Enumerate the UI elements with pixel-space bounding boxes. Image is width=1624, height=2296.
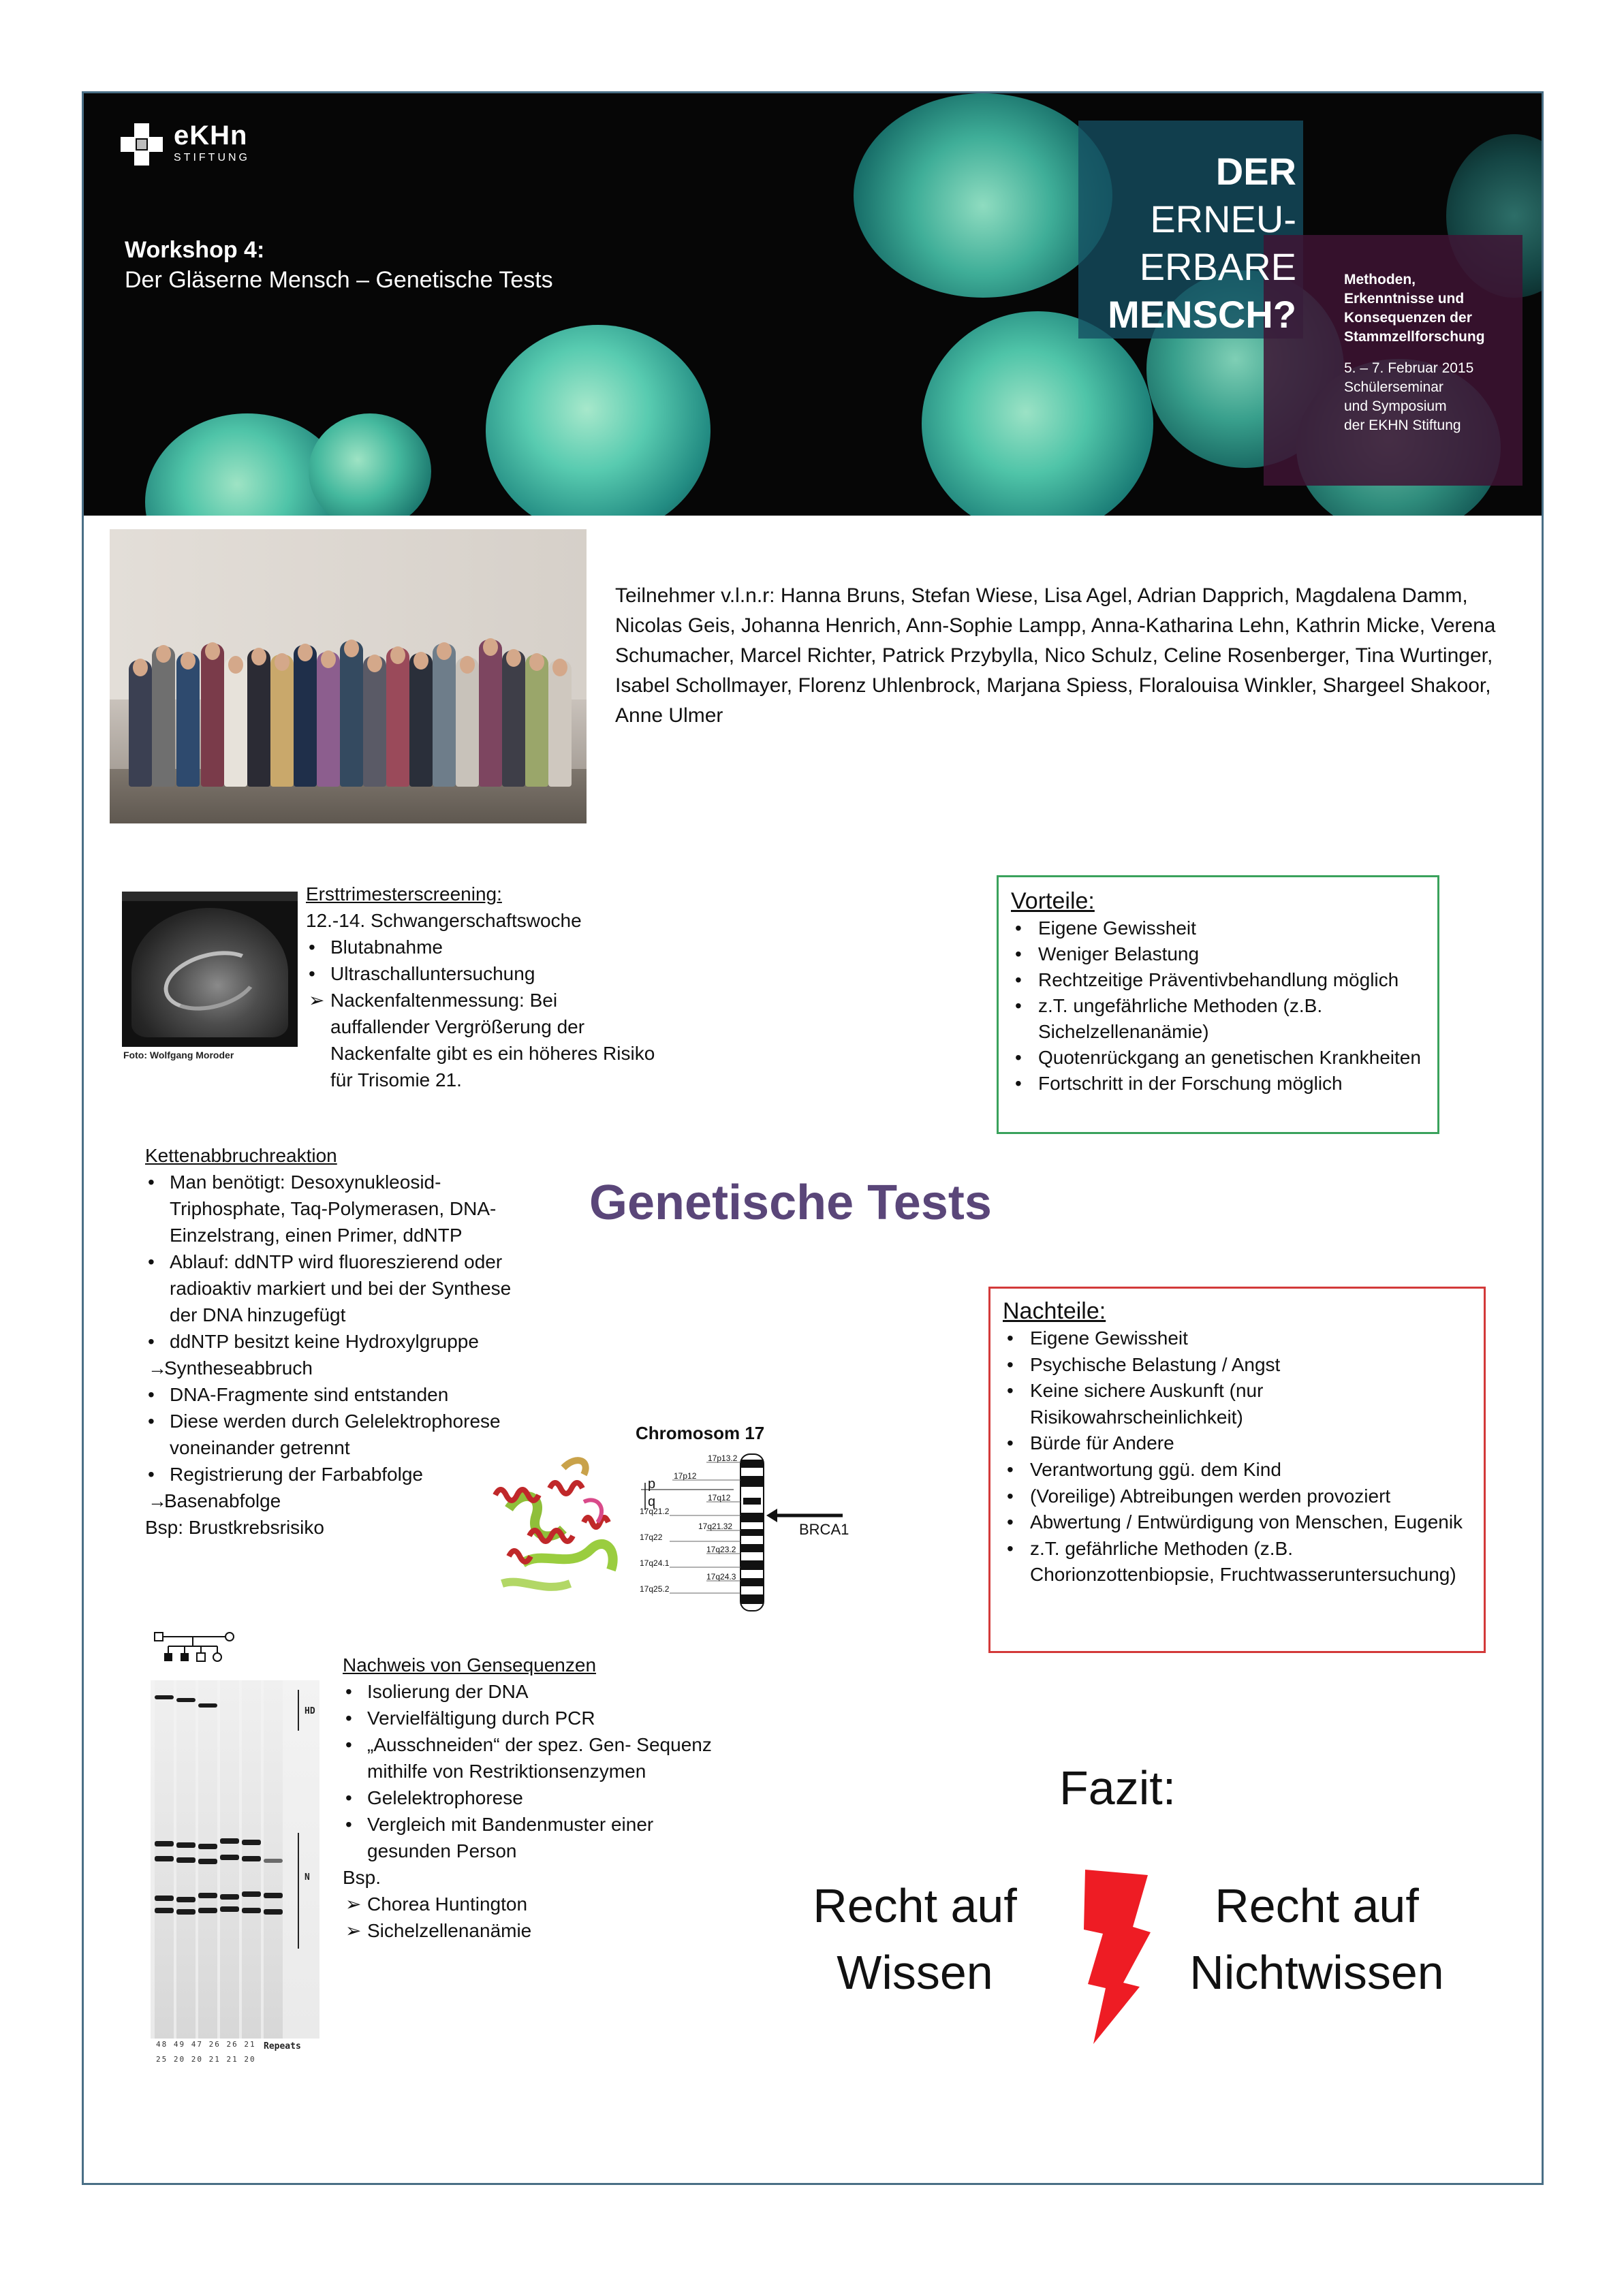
band-label: 17q23.2 [706, 1545, 736, 1554]
event-info: Methoden, Erkenntnisse und Konsequenzen der Stammzellforschung 5. – 7. Februar 2015 Schülerseminar und Symposium der EKHN Stiftung [1344, 272, 1485, 433]
poster [82, 91, 1544, 2185]
list-item: • Quotenrückgang an genetischen Krankheiten [1015, 1047, 1421, 1068]
list-item: • Diese werden durch Gelelektrophorese voneinander getrennt [148, 1411, 501, 1458]
brca1-protein-structure [482, 1447, 638, 1604]
list-item: • z.T. gefährliche Methoden (z.B. Chorionzottenbiopsie, Fruchtwasseruntersuchung) [1007, 1537, 1456, 1586]
band-label: 17q24.1 [640, 1558, 670, 1568]
chromosome-title: Chromosom 17 [636, 1423, 765, 1443]
list-item: Bsp: Brustkrebsrisiko [145, 1517, 324, 1538]
list-item: • Weniger Belastung [1015, 943, 1200, 964]
list-item: • Vergleich mit Bandenmuster einer gesunden Person [345, 1814, 654, 1861]
gel-repeat-row-1: 48 49 47 26 26 21 [156, 2040, 256, 2049]
list-item: ➢ Chorea Huntington [345, 1893, 528, 1915]
list-item: • Blutabnahme [309, 937, 443, 958]
band-label: 17p13.2 [708, 1453, 738, 1463]
ekhn-logo-mark [119, 122, 164, 167]
lightning-bolt-icon [1082, 1867, 1155, 2045]
gel-label-hd: HD [304, 1706, 315, 1716]
list-item: • ddNTP besitzt keine Hydroxylgruppe [148, 1331, 479, 1352]
logo-wordmark: eKHn [174, 121, 248, 151]
disadvantages-box [988, 1287, 1486, 1653]
workshop-title: Workshop 4: [125, 237, 265, 263]
list-item: • Bürde für Andere [1007, 1432, 1174, 1454]
list-item: • Verantwortung ggü. dem Kind [1007, 1458, 1281, 1480]
list-item: • Keine sichere Auskunft (nur Risikowahrscheinlichkeit) [1007, 1380, 1264, 1428]
screening-heading: Ersttrimesterscreening: [306, 883, 502, 905]
list-item: • Man benötigt: Desoxynukleosid-Triphosphate, Taq-Polymerasen, DNA-Einzelstrang, einen Primer, ddNTP [148, 1171, 497, 1246]
conclusion-title: Fazit: [1059, 1761, 1176, 1814]
arm-q-label: q [648, 1494, 656, 1509]
event-title: DER ERNEU- ERBARE MENSCH? [1108, 150, 1296, 336]
chain-termination-heading: Kettenabbruchreaktion [145, 1145, 337, 1166]
list-item: • Eigene Gewissheit [1015, 917, 1196, 939]
screening-section [306, 881, 660, 1093]
stem-cell-image [309, 413, 431, 516]
arm-p-label: p [648, 1477, 656, 1492]
band-label: 17q12 [708, 1493, 731, 1503]
band-label: 17q21.32 [698, 1522, 733, 1531]
list-item: • Eigene Gewissheit [1007, 1327, 1188, 1349]
list-item: • DNA-Fragmente sind entstanden [148, 1384, 449, 1405]
header-banner [84, 93, 1542, 516]
advantages-box [997, 875, 1439, 1134]
list-item: • Fortschritt in der Forschung möglich [1015, 1073, 1343, 1094]
workshop-subtitle: Der Gläserne Mensch – Genetische Tests [125, 267, 553, 293]
band-label: 17q24.3 [706, 1572, 736, 1582]
list-item: • Rechtzeitige Präventivbehandlung möglich [1015, 969, 1399, 990]
band-label: 17q25.2 [640, 1584, 670, 1594]
list-item: • Ablauf: ddNTP wird fluoreszierend oder radioaktiv markiert und bei der Synthese der DNA hinzugefügt [148, 1251, 512, 1325]
list-item: ➢ Nackenfaltenmessung: Bei auffallender Vergrößerung der Nackenfalte gibt es ein höheres Risiko für Trisomie 21. [309, 990, 655, 1090]
list-item: • Vervielfältigung durch PCR [345, 1708, 595, 1729]
disadvantages-heading: Nachteile: [1003, 1298, 1106, 1324]
list-item: • Registrierung der Farbabfolge [148, 1464, 423, 1485]
group-photo [110, 529, 587, 823]
right-to-know: Recht auf Wissen [813, 1879, 1017, 1999]
band-label: 17q22 [640, 1532, 663, 1542]
gene-sequence-section [343, 1652, 738, 1944]
list-item: • Isolierung der DNA [345, 1681, 529, 1702]
stem-cell-image [854, 93, 1112, 298]
gel-repeat-row-2: 25 20 20 21 21 20 [156, 2055, 256, 2064]
pedigree-diagram [152, 1630, 240, 1671]
list-item: • Abwertung / Entwürdigung von Menschen, Eugenik [1007, 1511, 1463, 1533]
list-item: • „Ausschneiden“ der spez. Gen- Sequenz mithilfe von Restriktionsenzymen [345, 1734, 712, 1782]
photo-credit: Foto: Wolfgang Moroder [123, 1050, 234, 1060]
gel-label-repeats: Repeats [264, 2041, 301, 2051]
band-label: 17p12 [674, 1471, 697, 1481]
logo-subtitle: STIFTUNG [174, 152, 250, 163]
main-title: Genetische Tests [589, 1176, 992, 1230]
ekhn-logo [119, 122, 296, 170]
list-item: Bsp. [343, 1867, 381, 1888]
band-label: 17q21.2 [640, 1507, 670, 1516]
list-item: ➢ Sichelzellenanämie [345, 1920, 532, 1941]
stem-cell-image [486, 325, 710, 516]
chain-termination-section [145, 1142, 527, 1541]
participants-text: Teilnehmer v.l.n.r: Hanna Bruns, Stefan Wiese, Lisa Agel, Adrian Dapprich, Magdalena Damm, Nicolas Geis, Johanna Henrich, Ann-Sophie Lampp, Anna-Katharina Lehn, Kathrin Micke, Verena Schumacher, Marcel Richter, Patrick Przybylla, Nico Schulz, Celine Rosenberger, Tina Wurtinger, Isabel Schollmayer, Florenz Uhlenbrock, Marjana Spiess, Floralouisa Winkler, Shargeel Shakoor, Anne Ulmer [615, 584, 1496, 727]
gel-electrophoresis-image [151, 1680, 319, 2039]
list-item: → Basenabfolge [148, 1490, 281, 1511]
gene-sequence-heading: Nachweis von Gensequenzen [343, 1654, 597, 1676]
list-item: • Psychische Belastung / Angst [1007, 1353, 1281, 1375]
right-not-to-know: Recht auf Nichtwissen [1189, 1879, 1444, 1999]
list-item: → Syntheseabbruch [148, 1357, 313, 1379]
gel-label-n: N [304, 1872, 310, 1883]
list-item: • z.T. ungefährliche Methoden (z.B. Sichelzellenanämie) [1015, 995, 1323, 1042]
chromosome-17-ideogram [638, 1447, 856, 1620]
advantages-heading: Vorteile: [1011, 888, 1095, 914]
list-item: • Gelelektrophorese [345, 1787, 523, 1808]
list-item: • (Voreilige) Abtreibungen werden provoziert [1007, 1485, 1391, 1507]
gene-label: BRCA1 [799, 1521, 849, 1538]
chromosome-figure [482, 1423, 863, 1620]
ultrasound-image [122, 892, 298, 1047]
stem-cell-image [922, 311, 1153, 516]
list-item: • Ultraschalluntersuchung [309, 963, 535, 984]
screening-subheading: 12.-14. Schwangerschaftswoche [306, 910, 582, 931]
